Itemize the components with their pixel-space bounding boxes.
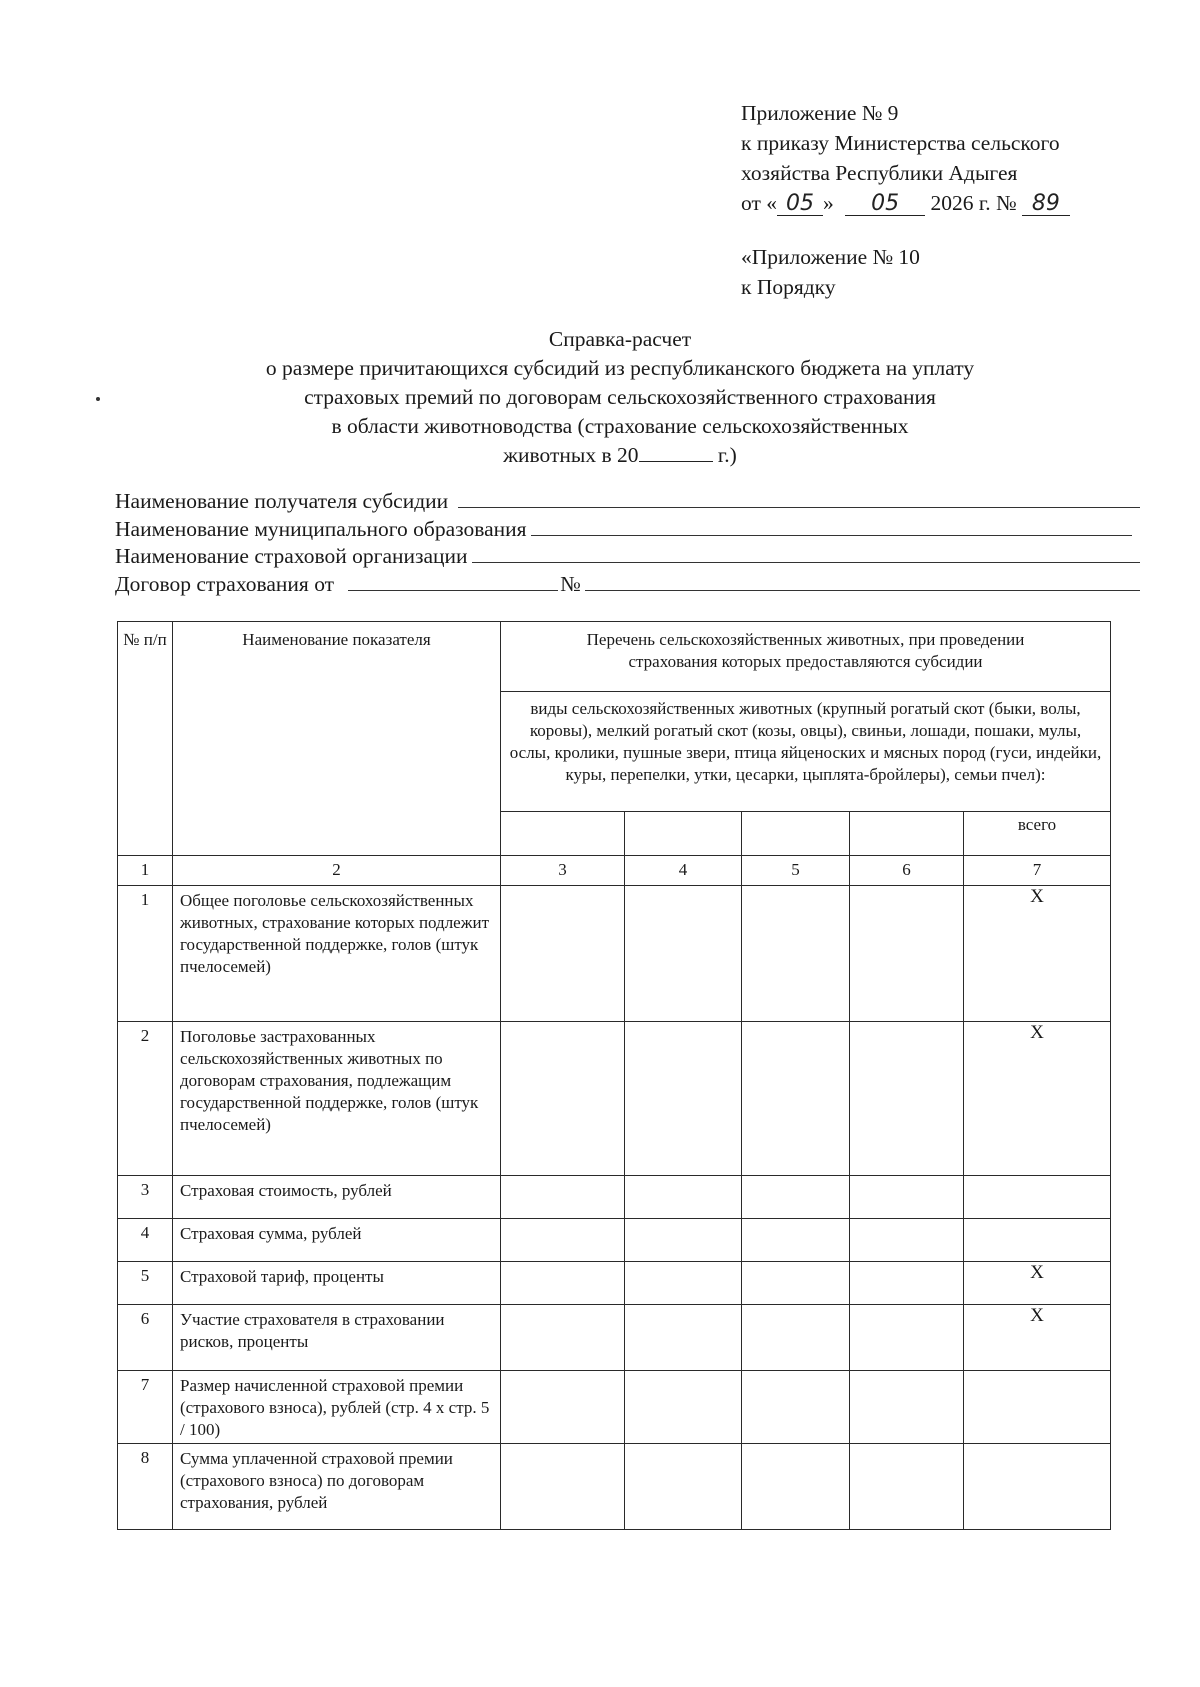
date-prefix: от « <box>741 191 777 215</box>
row-cell[interactable] <box>742 1305 850 1371</box>
title-line-2: о размере причитающихся субсидий из республиканского бюджета на уплату <box>265 356 975 380</box>
row-cell[interactable] <box>501 1219 625 1262</box>
row-number: 4 <box>118 1219 173 1262</box>
table-row <box>118 886 1111 1022</box>
title-year-prefix: животных в 20 <box>503 443 639 467</box>
row-indicator: Страховая сумма, рублей <box>173 1219 501 1262</box>
row-cell[interactable] <box>501 1022 625 1176</box>
row-cell[interactable] <box>850 1444 964 1530</box>
row-cell[interactable] <box>850 1219 964 1262</box>
row-cell[interactable] <box>625 886 742 1022</box>
recipient-label: Наименование получателя субсидии <box>115 489 449 513</box>
row-total: Х <box>964 1022 1111 1176</box>
row-indicator: Сумма уплаченной страховой премии (страхового взноса) по договорам страхования, рублей <box>173 1444 501 1530</box>
header-animal-list: Перечень сельскохозяйственных животных, при проведении страхования которых предоставляются субсидии <box>501 622 1111 692</box>
row-total: Х <box>964 1305 1111 1371</box>
column-number: 3 <box>501 856 625 886</box>
row-number: 7 <box>118 1371 173 1444</box>
header-number: № п/п <box>118 622 173 856</box>
row-cell[interactable] <box>742 1022 850 1176</box>
header-col4-blank <box>625 812 742 856</box>
appendix10-title: «Приложение № 10 <box>741 245 920 269</box>
municipality-field <box>115 516 1140 544</box>
row-cell[interactable] <box>850 1022 964 1176</box>
row-cell[interactable] <box>625 1219 742 1262</box>
row-cell[interactable] <box>501 1262 625 1305</box>
table-row <box>118 1444 1111 1530</box>
contract-date-blank[interactable] <box>348 572 558 591</box>
row-indicator: Участие страхователя в страховании рисков, проценты <box>173 1305 501 1371</box>
document-title <box>150 325 1090 470</box>
row-number: 1 <box>118 886 173 1022</box>
handwritten-day: 05 <box>777 193 823 216</box>
header-col3-blank <box>501 812 625 856</box>
row-cell[interactable] <box>501 1305 625 1371</box>
row-cell[interactable] <box>625 1444 742 1530</box>
row-indicator: Поголовье застрахованных сельскохозяйственных животных по договорам страхования, подлежащим государственной поддержке, голов (штук пчелосемей) <box>173 1022 501 1176</box>
recipient-blank[interactable] <box>458 489 1140 508</box>
row-cell[interactable] <box>501 1444 625 1530</box>
title-line-1: Справка-расчет <box>548 327 692 351</box>
appendix-header <box>741 98 1070 218</box>
row-total[interactable] <box>964 1444 1111 1530</box>
table-row <box>118 1219 1111 1262</box>
row-total: Х <box>964 1262 1111 1305</box>
row-cell[interactable] <box>742 1219 850 1262</box>
appendix-date-line <box>741 188 1070 218</box>
row-total[interactable] <box>964 1371 1111 1444</box>
row-cell[interactable] <box>742 1176 850 1219</box>
year-blank <box>639 441 713 462</box>
row-cell[interactable] <box>850 1176 964 1219</box>
column-number: 6 <box>850 856 964 886</box>
table-row <box>118 1371 1111 1444</box>
row-cell[interactable] <box>742 1371 850 1444</box>
row-cell[interactable] <box>850 1371 964 1444</box>
date-mid: » <box>823 191 834 215</box>
appendix10-order: к Порядку <box>741 275 836 299</box>
insurer-label: Наименование страховой организации <box>115 544 468 568</box>
title-line-3: страховых премий по договорам сельскохозяйственного страхования <box>304 385 936 409</box>
row-cell[interactable] <box>625 1176 742 1219</box>
recipient-field <box>115 488 1140 516</box>
row-number: 6 <box>118 1305 173 1371</box>
table-row <box>118 1022 1111 1176</box>
column-number: 5 <box>742 856 850 886</box>
title-line-5 <box>150 441 1090 470</box>
header-animal-types: виды сельскохозяйственных животных (крупный рогатый скот (быки, волы, коровы), мелкий рогатый скот (козы, овцы), свиньи, лошади, пошаки, мулы, ослы, кролики, пушные звери, птица яйценоских и мясных пород (гуси, индейки, куры, перепелки, утки, цесарки, цыплята-бройлеры), семьи пчел): <box>501 692 1111 812</box>
insurer-field <box>115 543 1140 571</box>
row-cell[interactable] <box>742 1262 850 1305</box>
header-indicator-name: Наименование показателя <box>173 622 501 856</box>
contract-number-sign: № <box>560 571 581 596</box>
calculation-table <box>117 621 1111 1530</box>
row-number: 2 <box>118 1022 173 1176</box>
row-cell[interactable] <box>742 1444 850 1530</box>
handwritten-number: 89 <box>1022 193 1070 216</box>
row-cell[interactable] <box>625 1305 742 1371</box>
row-total: Х <box>964 886 1111 1022</box>
header-col5-blank <box>742 812 850 856</box>
table-row <box>118 1262 1111 1305</box>
row-cell[interactable] <box>625 1022 742 1176</box>
municipality-label: Наименование муниципального образования <box>115 516 527 541</box>
column-number-row <box>118 856 1111 886</box>
form-fields <box>115 488 1140 598</box>
row-cell[interactable] <box>850 1262 964 1305</box>
appendix-title: Приложение № 9 <box>741 101 899 125</box>
row-total[interactable] <box>964 1219 1111 1262</box>
row-cell[interactable] <box>742 886 850 1022</box>
handwritten-month: 05 <box>845 193 925 216</box>
column-number: 4 <box>625 856 742 886</box>
header-total: всего <box>964 812 1111 856</box>
row-total[interactable] <box>964 1176 1111 1219</box>
insurer-blank[interactable] <box>472 544 1140 563</box>
contract-label: Договор страхования от <box>115 571 335 596</box>
appendix-order-line: к приказу Министерства сельского <box>741 131 1060 155</box>
municipality-blank[interactable] <box>531 517 1132 536</box>
row-indicator: Размер начисленной страховой премии (страхового взноса), рублей (стр. 4 х стр. 5 / 100) <box>173 1371 501 1444</box>
column-number: 2 <box>173 856 501 886</box>
column-number: 1 <box>118 856 173 886</box>
appendix-ministry-line: хозяйства Республики Адыгея <box>741 161 1018 185</box>
row-indicator: Страховой тариф, проценты <box>173 1262 501 1305</box>
row-number: 8 <box>118 1444 173 1530</box>
row-cell[interactable] <box>501 1371 625 1444</box>
column-number: 7 <box>964 856 1111 886</box>
row-indicator: Страховая стоимость, рублей <box>173 1176 501 1219</box>
header-row-1 <box>118 622 1111 692</box>
table-row <box>118 1176 1111 1219</box>
row-cell[interactable] <box>625 1262 742 1305</box>
row-indicator: Общее поголовье сельскохозяйственных животных, страхование которых подлежит государственной поддержке, голов (штук пчелосемей) <box>173 886 501 1022</box>
row-number: 3 <box>118 1176 173 1219</box>
title-year-suffix: г.) <box>717 443 737 467</box>
contract-number-blank[interactable] <box>585 572 1140 591</box>
year-text: 2026 г. № <box>930 191 1017 215</box>
title-line-4: в области животноводства (страхование сельскохозяйственных <box>331 414 909 438</box>
header-col6-blank <box>850 812 964 856</box>
row-cell[interactable] <box>501 886 625 1022</box>
row-cell[interactable] <box>850 1305 964 1371</box>
stray-dot <box>96 397 100 401</box>
row-number: 5 <box>118 1262 173 1305</box>
appendix-subheader <box>741 242 920 302</box>
row-cell[interactable] <box>625 1371 742 1444</box>
table-row <box>118 1305 1111 1371</box>
row-cell[interactable] <box>850 886 964 1022</box>
contract-field <box>115 571 1140 599</box>
row-cell[interactable] <box>501 1176 625 1219</box>
